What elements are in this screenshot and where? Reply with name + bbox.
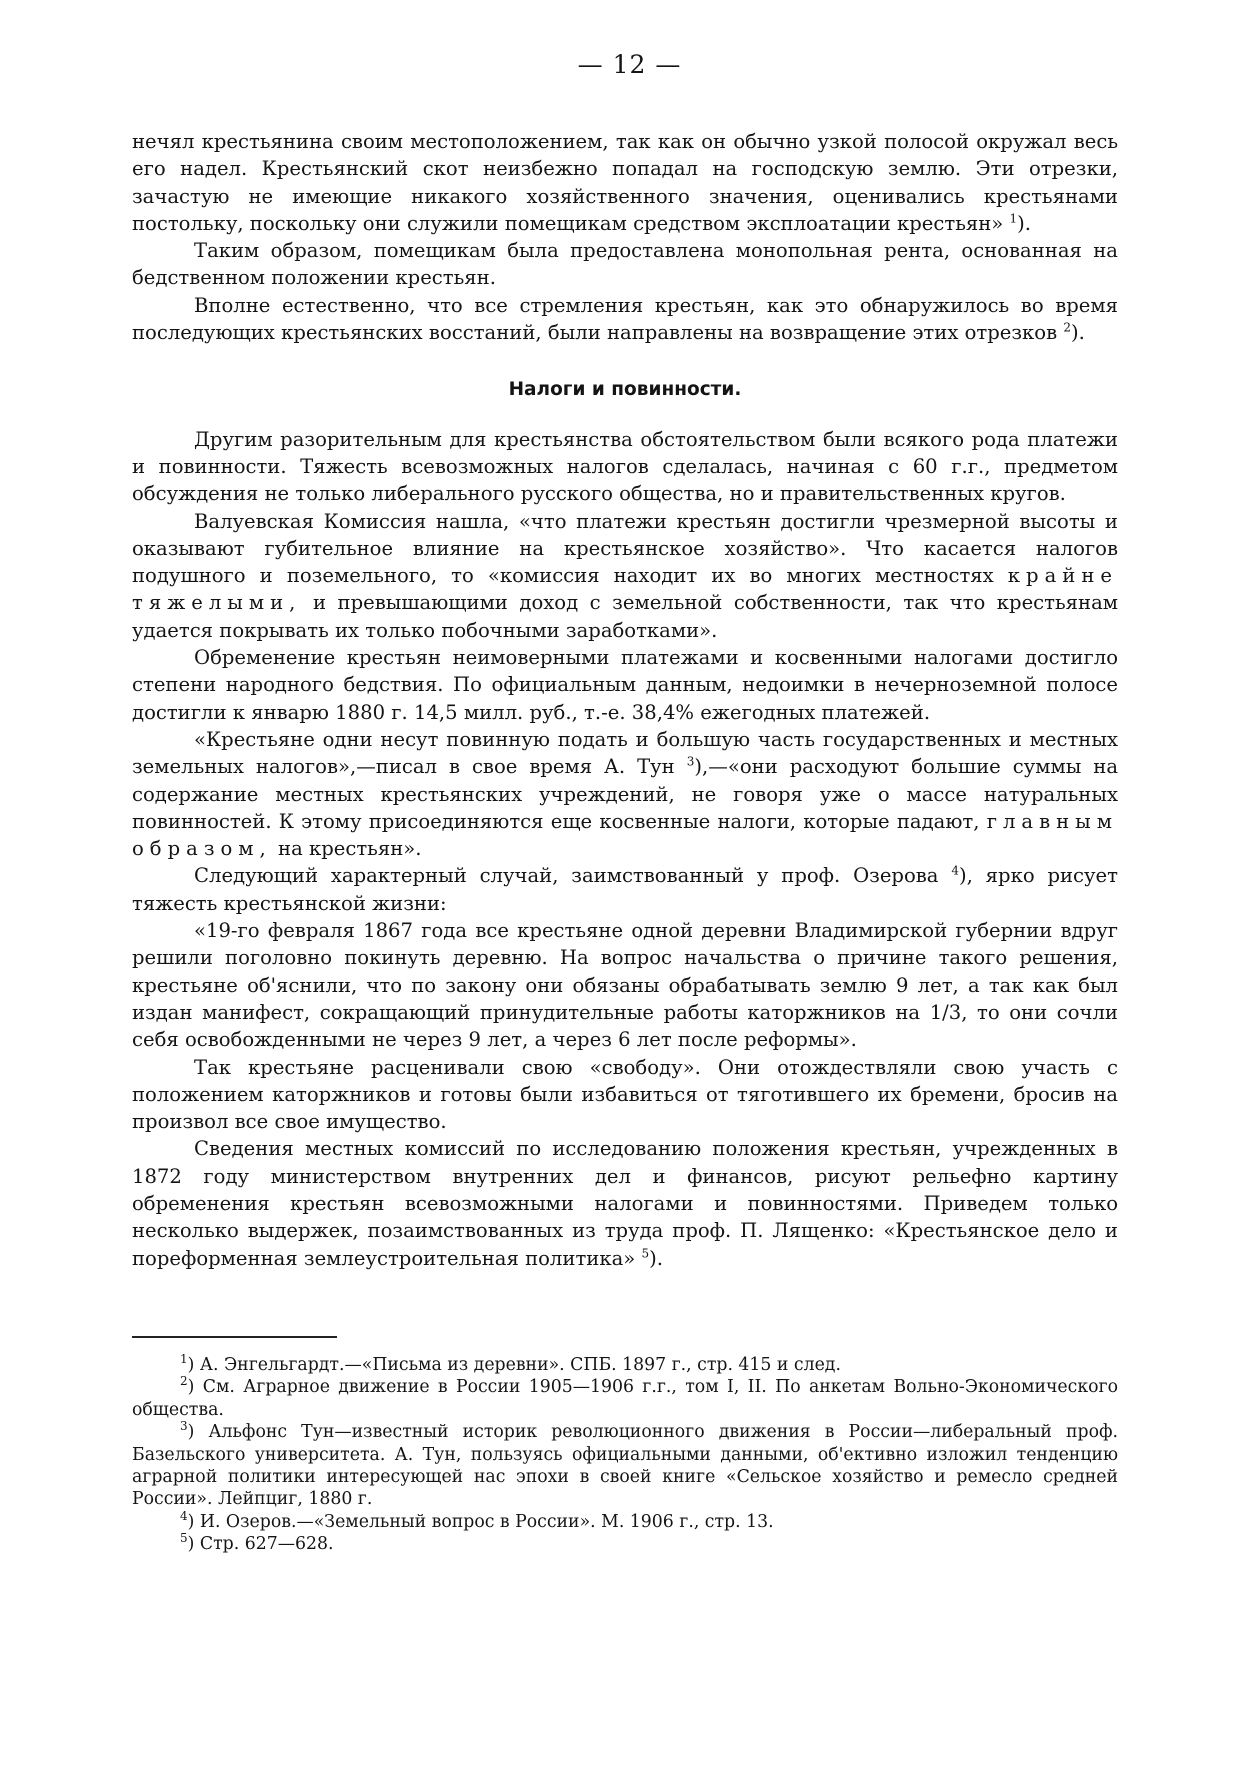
paragraph-11: Сведения местных комиссий по исследованию положения крестьян, учрежденных в 1872 году министерством внутренних дел и финансов, рисуют рельефно картину обременения крестьян всевозможными налогами и повинностями. Приведем только несколько выдержек, позаимствованных из труда проф. П. Лященко: «Крестьянское дело и пореформенная землеустроительная политика» $^5$).	[132, 1137, 1118, 1270]
spaced-emphasis: главным образом,	[132, 809, 1119, 861]
page-number: — 12 —	[577, 50, 682, 79]
paragraph-4: Другим разорительным для крестьянства обстоятельством были всякого рода платежи и повинности. Тяжесть всевозможных налогов сделалась, начиная с 60 г.г., предметом обсуждения не только либерального русского общества, но и правительственных кругов.	[132, 427, 1118, 506]
footnote-ref-2: 2	[1063, 320, 1072, 335]
paragraph-8: Следующий характерный случай, заимствованный у проф. Озерова $^4$), ярко рисует тяжесть крестьянской жизни:	[132, 863, 1118, 915]
paragraph-10: Так крестьяне расценивали свою «свободу». Они отождествляли свою участь с положением каторжников и готовы были избавиться от тяготившего их бремени, бросив на произвол все свое имущество.	[132, 1055, 1118, 1134]
footnote-ref-3: 3	[686, 754, 695, 769]
paragraph-7: «Крестьяне одни несут повинную подать и большую часть государственных и местных земельных налогов»,—писал в свое время А. Тун $^3$),—«они расходуют большие суммы на содержание местных крестьянских учреждений, не говоря уже о массе натуральных повинностей. К этому присоединяются еще косвенные налоги, которые падают, главным образом, на крестьян».	[132, 727, 1119, 861]
paragraph-1: нечял крестьянина своим местоположением, так как он обычно узкой полосой окружал весь его надел. Крестьянский скот неизбежно попадал на господскую землю. Эти отрезки, зачастую не имеющие никакого хозяйственного значения, оценивались крестьянами постольку, поскольку они служили помещикам средством эксплоатации крестьян» $^1$).	[132, 130, 1118, 235]
paragraph-2: Таким образом, помещикам была предоставлена монопольная рента, основанная на бедственном положении крестьян.	[132, 239, 1118, 290]
footnote: $^4$) И. Озеров.—«Земельный вопрос в России». М. 1906 г., стр. 13.	[180, 1509, 774, 1532]
footnote: $^2$) См. Аграрное движение в России 1905—1906 г.г., том I, II. По анкетам Вольно-Экономического общества.	[132, 1374, 1118, 1420]
footnote: $^3$) Альфонс Тун—известный историк революционного движения в России—либеральный проф. Базельского университета. А. Тун, пользуясь официальными данными, об'ективно изложил тенденцию аграрной политики интересующей нас эпохи в своей книге «Сельское хозяйство и ремесло средней России». Лейпциг, 1880 г.	[132, 1419, 1118, 1510]
footnotes	[132, 1354, 1118, 1556]
body-text	[132, 128, 1118, 1272]
paragraph-9: «19-го февраля 1867 года все крестьяне одной деревни Владимирской губернии вдруг решили поголовно покинуть деревню. На вопрос начальства о причине такого решения, крестьяне об'яснили, что по закону они обязаны обрабатывать землю 9 лет, а так как был издан манифест, сокращающий принудительные работы каторжников на 1/3, то они сочли себя освобожденными не через 9 лет, а через 6 лет после реформы».	[132, 919, 1118, 1052]
paragraph-3: Вполне естественно, что все стремления крестьян, как это обнаружилось во время последующих крестьянских восстаний, были направлены на возвращение этих отрезков $^2$).	[132, 293, 1118, 345]
footnote-divider	[132, 1336, 337, 1338]
fraction: 1/3	[929, 1000, 962, 1024]
footnote-ref-4: 4	[951, 863, 959, 878]
footnote-ref-1: 1	[1009, 211, 1018, 226]
paragraph-6: Обременение крестьян неимоверными платежами и косвенными налогами достигло степени народного бедствия. По официальным данным, недоимки в нечерноземной полосе достигли к январю 1880 г. 14,5 милл. руб., т.-е. 38,4% ежегодных платежей.	[132, 646, 1118, 724]
spaced-emphasis: крайне тяжелыми,	[132, 564, 1118, 615]
footnote: $^1$) А. Энгельгардт.—«Письма из деревни». СПБ. 1897 г., стр. 415 и след.	[180, 1352, 841, 1375]
paragraph-5: Валуевская Комиссия нашла, «что платежи крестьян достигли чрезмерной высоты и оказывают губительное влияние на крестьянское хозяйство». Что касается налогов подушного и поземельного, то «комиссия находит их во многих местностях крайне тяжелыми, и превышающими доход с земельной собственности, так что крестьянам удается покрывать их только побочными заработками».	[132, 509, 1118, 642]
footnote-ref-5: 5	[641, 1246, 650, 1261]
section-heading: Налоги и повинности.	[508, 379, 742, 401]
footnote: $^5$) Стр. 627—628.	[180, 1531, 334, 1555]
